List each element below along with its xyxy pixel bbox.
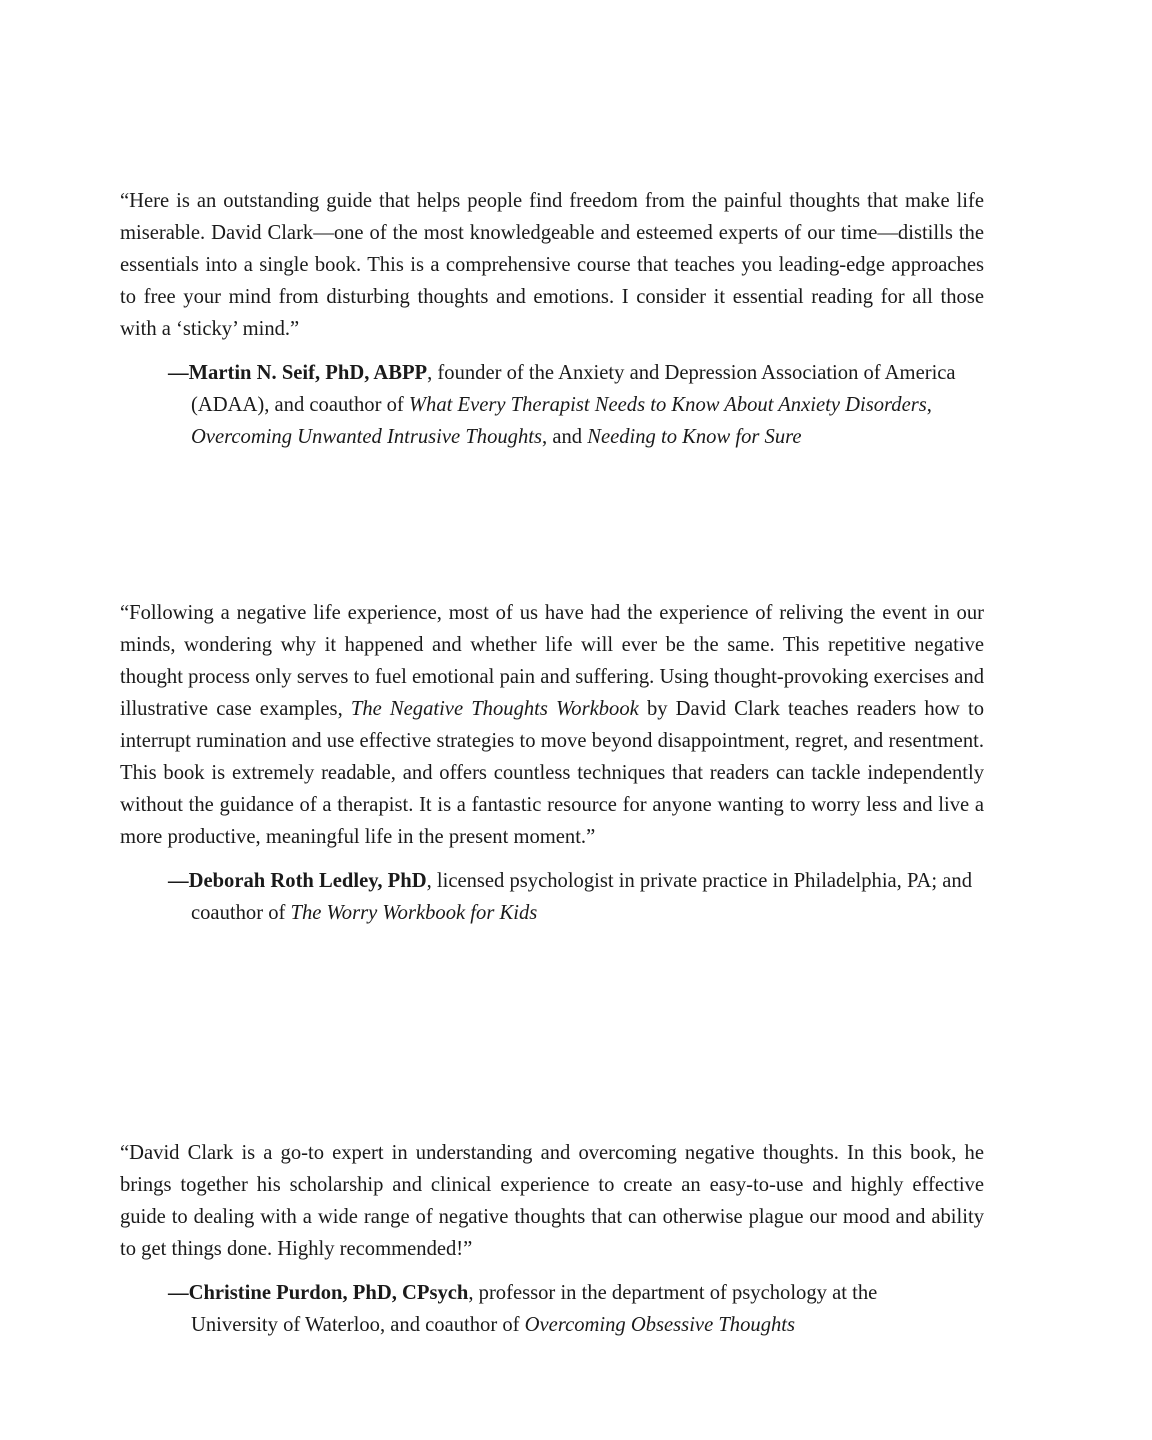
book-title: Needing to Know for Sure [587, 426, 802, 448]
attribution-name: Deborah Roth Ledley, PhD [188, 870, 427, 892]
book-title: The Worry Workbook for Kids [290, 902, 538, 924]
quote-text: “Following a negative life experience, most of us have had the experience of reliving the event in our minds, wondering why it happened and whether life will ever be the same. This repetitive negative thought process only serves to fuel emotional pain and suffering. Using thought-provoking exercises and illustrative case examples, [120, 602, 984, 720]
attribution-role: , professor in the department of psychology at the University of Waterloo, and coauthor of [191, 1282, 878, 1336]
attribution-dash: — [168, 362, 189, 384]
book-title: Overcoming Unwanted Intrusive Thoughts [191, 426, 543, 448]
attribution-separator: , and [542, 426, 588, 448]
endorsement-seif [120, 185, 984, 453]
endorsement-quote: “David Clark is a go-to expert in understanding and overcoming negative thoughts. In this book, he brings together his scholarship and clinical experience to create an easy-to-use and highly effective guide to dealing with a wide range of negative thoughts that can otherwise plague our mood and ability to get things done. Highly recommended!” [120, 1142, 984, 1260]
attribution-role: , licensed psychologist in private practice in Philadelphia, PA; and coauthor of [191, 870, 973, 924]
attribution-dash: — [168, 870, 189, 892]
endorsement-quote: “Here is an outstanding guide that helps people find freedom from the painful thoughts that make life miserable. David Clark—one of the most knowledgeable and esteemed experts of our time—distills the essentials into a single book. This is a comprehensive course that teaches you leading-edge approaches to free your mind from disturbing thoughts and emotions. I consider it essential reading for all those with a ‘sticky’ mind.” [120, 190, 984, 340]
endorsement-purdon [120, 1137, 984, 1341]
book-title: The Negative Thoughts Workbook [350, 698, 639, 720]
endorsement-attribution [168, 1277, 936, 1341]
book-title: Overcoming Obsessive Thoughts [524, 1314, 796, 1336]
endorsement-attribution [168, 357, 961, 453]
attribution-separator: , [926, 394, 932, 416]
quote-text: by David Clark teaches readers how to interrupt rumination and use effective strategies to move beyond disappointment, regret, and resentment. This book is extremely readable, and offers countless techniques that readers can tackle independently without the guidance of a therapist. It is a fantastic resource for anyone wanting to worry less and live a more productive, meaningful life in the present moment.” [120, 698, 984, 848]
endorsement-ledley [120, 597, 984, 929]
attribution-role: , founder of the Anxiety and Depression Association of America (ADAA), and coauthor of [191, 362, 956, 416]
endorsement-quote [120, 597, 984, 853]
attribution-dash: — [168, 1282, 189, 1304]
endorsement-attribution [168, 865, 976, 929]
attribution-name: Martin N. Seif, PhD, ABPP [188, 362, 428, 384]
attribution-name: Christine Purdon, PhD, CPsych [188, 1282, 469, 1304]
book-title: What Every Therapist Needs to Know About Anxiety Disorders [408, 394, 927, 416]
